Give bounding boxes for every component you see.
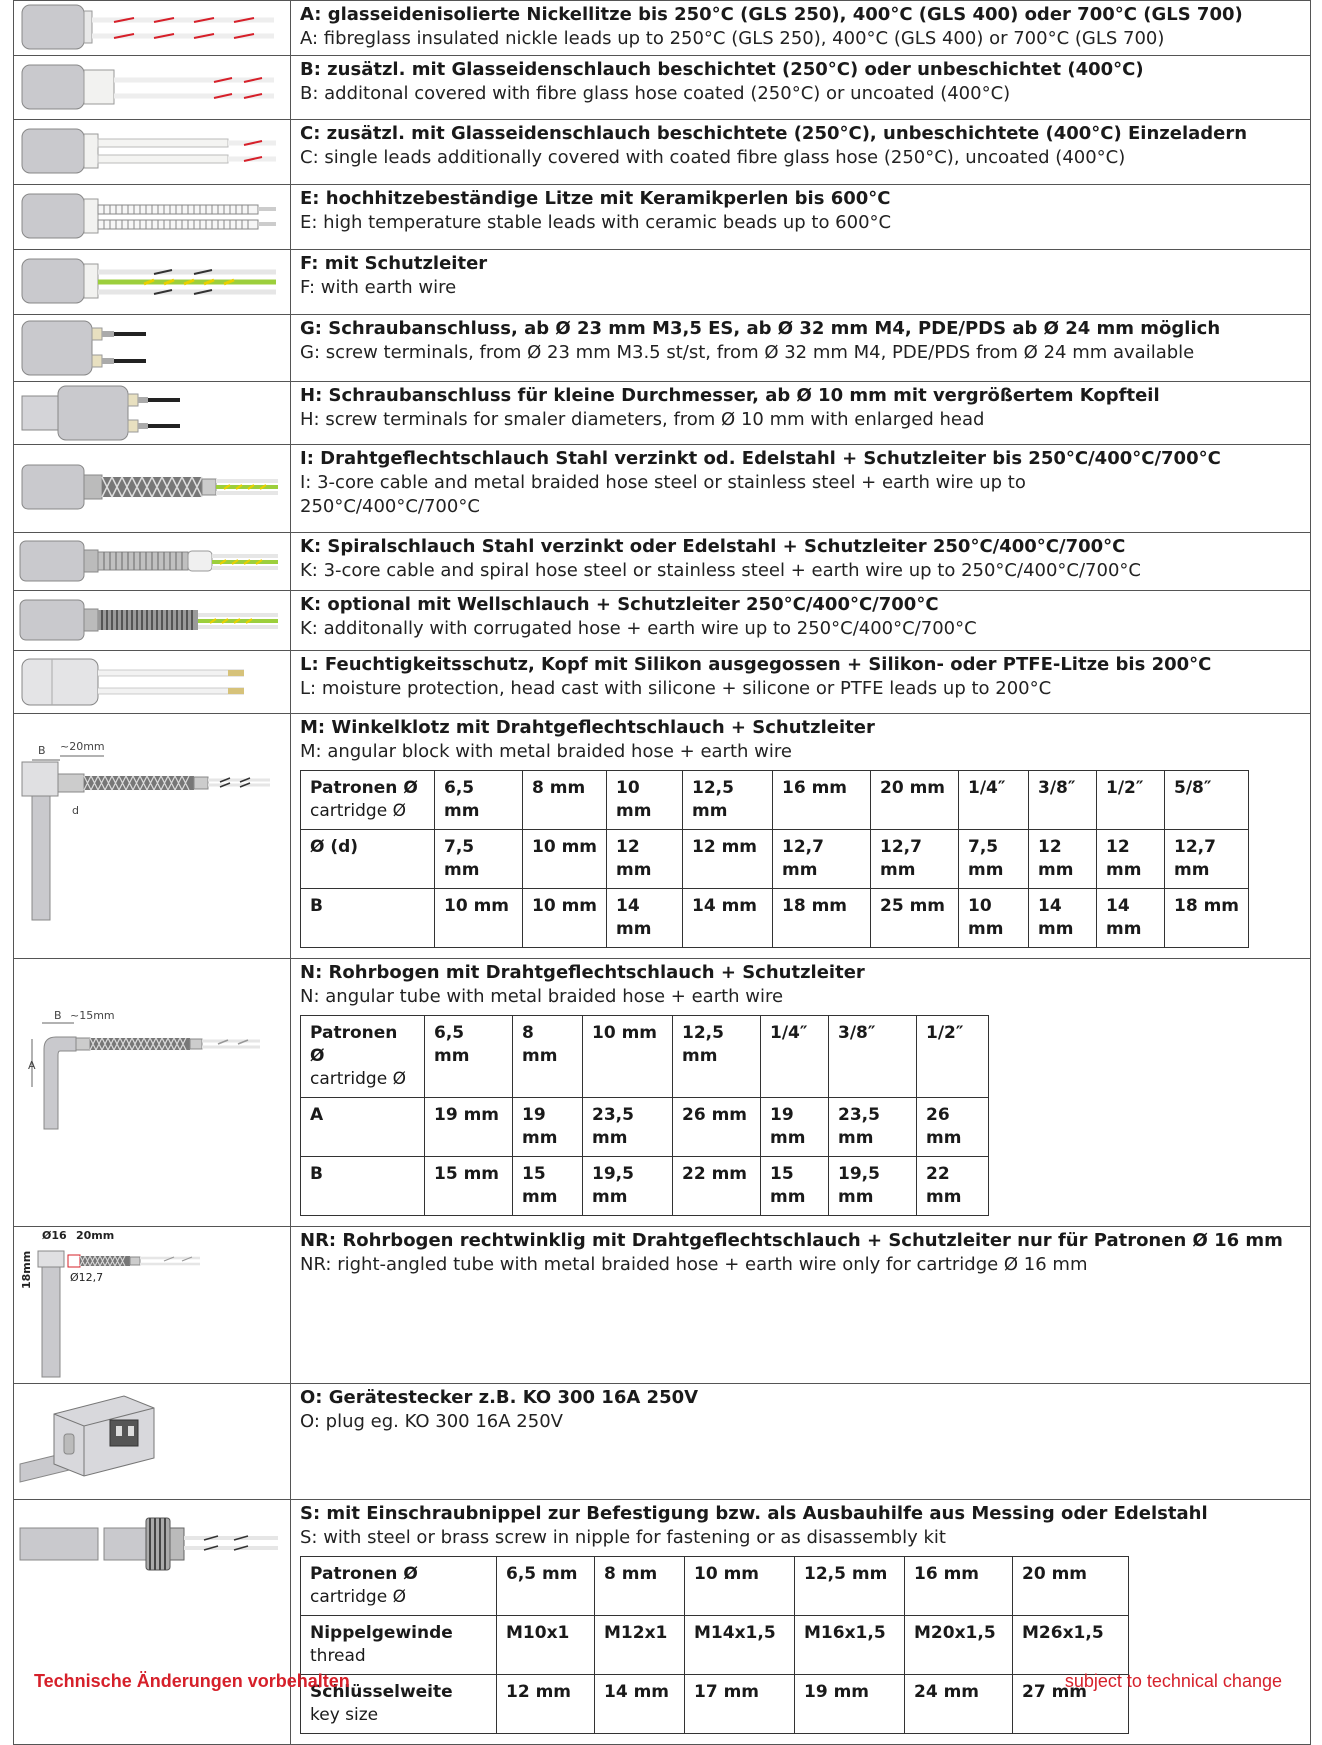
right-angled-tube-illustration-nr [14,1227,290,1383]
table-cell: 19,5 mm [829,1157,917,1216]
table-cell: M26x1,5 [1013,1616,1129,1675]
dim-label-d16: Ø16 [42,1229,67,1242]
table-cell: M20x1,5 [905,1616,1013,1675]
table-cell: 12,7 mm [871,830,959,889]
table-cell: 14 mm [683,889,773,948]
row-title-de: M: Winkelklotz mit Drahtgeflechtschlauch + Schutzleiter [300,717,875,738]
table-cell: 24 mm [905,1675,1013,1734]
row-title-de: A: glasseidenisolierte Nickellitze bis 250°C (GLS 250), 400°C (GLS 400) oder 700°C (GLS 700) [300,4,1243,25]
row-title-de: K: Spiralschlauch Stahl verzinkt oder Edelstahl + Schutzleiter 250°C/400°C/700°C [300,536,1126,557]
row-title-de: H: Schraubanschluss für kleine Durchmesser, ab Ø 10 mm mit vergrößertem Kopfteil [300,385,1160,406]
table-cell: 3/8″ [1029,771,1097,830]
table-cell: 22 mm [673,1157,761,1216]
cell-image-a [14,1,291,56]
table-row-label: B [301,1157,425,1216]
table-cell: 17 mm [685,1675,795,1734]
dimension-table-m [300,770,1249,948]
table-cell: 22 mm [917,1157,989,1216]
row-title-de: S: mit Einschraubnippel zur Befestigung bzw. als Ausbauhilfe aus Messing oder Edelstahl [300,1503,1208,1524]
table-row [301,1675,1129,1734]
table-cell: 1/2″ [917,1016,989,1098]
table-cell: 12,5 mm [795,1557,905,1616]
table-cell: 16 mm [773,771,871,830]
table-cell: 14 mm [1097,889,1165,948]
silicone-head-illustration-l [14,651,290,713]
dim-label-a: A [28,1059,36,1072]
row-s [14,1500,1311,1745]
table-row [301,1616,1129,1675]
table-cell: 6,5 mm [435,771,523,830]
beads-illustration-e [14,185,290,249]
row-title-de: B: zusätzl. mit Glasseidenschlauch beschichtet (250°C) oder unbeschichtet (400°C) [300,59,1144,80]
row-title-en: A: fibreglass insulated nickle leads up to 250°C (GLS 250), 400°C (GLS 400) or 700°C (GLS 700) [300,28,1165,49]
table-cell: 5/8″ [1165,771,1249,830]
row-title-en: E: high temperature stable leads with ceramic beads up to 600°C [300,212,892,233]
cell-image-k-corrugated [14,591,291,651]
table-cell: 10 mm [959,889,1029,948]
table-cell: 7,5 mm [959,830,1029,889]
row-title-en: C: single leads additionally covered with coated fibre glass hose (250°C), uncoated (400°C) [300,147,1126,168]
row-m [14,714,1311,959]
table-header-row [301,771,1249,830]
cell-image-k-spiral [14,533,291,591]
dim-label-b: B [54,1009,62,1022]
table-row [301,1098,989,1157]
row-title-de: I: Drahtgeflechtschlauch Stahl verzinkt od. Edelstahl + Schutzleiter bis 250°C/400°C/700°C [300,448,1221,469]
table-cell: 8 mm [513,1016,583,1098]
connection-types-table [13,0,1311,1745]
cell-image-n [14,959,291,1227]
dim-label-length: 20mm [76,1229,115,1242]
cell-image-nr [14,1227,291,1384]
table-row [301,889,1249,948]
row-i [14,445,1311,533]
table-header-row [301,1557,1129,1616]
row-title-de: N: Rohrbogen mit Drahtgeflechtschlauch + Schutzleiter [300,962,865,983]
table-cell: 12 mm [683,830,773,889]
table-cell: 12 mm [497,1675,595,1734]
row-title-en: G: screw terminals, from Ø 23 mm M3.5 st/st, from Ø 32 mm M4, PDE/PDS from Ø 24 mm available [300,342,1195,363]
screw-terminal-illustration-h [14,382,290,444]
table-cell: 1/2″ [1097,771,1165,830]
table-cell: 10 mm [685,1557,795,1616]
row-n [14,959,1311,1227]
table-cell: 12 mm [607,830,683,889]
cell-image-g [14,315,291,382]
table-row-label: Schlüsselweite key size [301,1675,497,1734]
row-title-en: S: with steel or brass screw in nipple for fastening or as disassembly kit [300,1527,946,1548]
table-header-cell: Patronen Ø cartridge Ø [301,1557,497,1616]
dim-label-length: ~20mm [60,740,105,753]
table-row-label: Ø (d) [301,830,435,889]
row-g [14,315,1311,382]
table-row [301,1157,989,1216]
table-cell: 15 mm [761,1157,829,1216]
row-title-en: H: screw terminals for smaler diameters, from Ø 10 mm with enlarged head [300,409,985,430]
row-b [14,56,1311,120]
row-title-en: L: moisture protection, head cast with silicone + silicone or PTFE leads up to 200°C [300,678,1052,699]
dim-label-height: 18mm [20,1250,33,1289]
table-cell: 14 mm [1029,889,1097,948]
row-l [14,651,1311,714]
row-title-de: L: Feuchtigkeitsschutz, Kopf mit Silikon ausgegossen + Silikon- oder PTFE-Litze bis 200°C [300,654,1212,675]
table-cell: 23,5 mm [829,1098,917,1157]
table-cell: 12 mm [1097,830,1165,889]
table-row-label: B [301,889,435,948]
row-title-en: F: with earth wire [300,277,457,298]
table-cell: 15 mm [425,1157,513,1216]
row-title-en: B: additonal covered with fibre glass hose coated (250°C) or uncoated (400°C) [300,83,1011,104]
row-title-de: E: hochhitzebeständige Litze mit Keramikperlen bis 600°C [300,188,891,209]
row-o [14,1384,1311,1500]
dim-label-d12: Ø12,7 [70,1271,104,1284]
row-title-de: K: optional mit Wellschlauch + Schutzleiter 250°C/400°C/700°C [300,594,939,615]
table-cell: 20 mm [1013,1557,1129,1616]
table-cell: 10 mm [583,1016,673,1098]
row-title-en: N: angular tube with metal braided hose + earth wire [300,986,784,1007]
table-cell: 19 mm [513,1098,583,1157]
angular-tube-illustration-n [14,959,290,1184]
leads-illustration-c [14,120,290,184]
row-k-spiral [14,533,1311,591]
table-cell: 19 mm [425,1098,513,1157]
table-cell: 23,5 mm [583,1098,673,1157]
table-cell: 16 mm [905,1557,1013,1616]
corrugated-hose-illustration-k [14,591,290,650]
row-title-en: K: 3-core cable and spiral hose steel or stainless steel + earth wire up to 250°C/400°C/700°C [300,560,1141,581]
leads-illustration-b [14,56,290,119]
table-cell: 25 mm [871,889,959,948]
table-cell: 1/4″ [761,1016,829,1098]
table-cell: 6,5 mm [425,1016,513,1098]
table-cell: 14 mm [595,1675,685,1734]
row-nr [14,1227,1311,1384]
row-title-en: K: additonally with corrugated hose + earth wire up to 250°C/400°C/700°C [300,618,977,639]
row-e [14,185,1311,250]
angular-block-illustration-m [14,714,290,940]
table-cell: M16x1,5 [795,1616,905,1675]
row-f [14,250,1311,315]
table-cell: 12,7 mm [1165,830,1249,889]
plug-illustration-o [14,1384,290,1499]
screw-terminal-illustration-g [14,315,290,381]
dimension-table-s [300,1556,1129,1734]
row-title-en: O: plug eg. KO 300 16A 250V [300,1411,563,1432]
table-cell: 12,7 mm [773,830,871,889]
table-cell: 15 mm [513,1157,583,1216]
cell-image-o [14,1384,291,1500]
braided-hose-illustration-i [14,445,290,532]
table-cell: 12,5 mm [673,1016,761,1098]
row-title-en: I: 3-core cable and metal braided hose steel or stainless steel + earth wire up to 250°C/400°C/700°C [300,472,1026,517]
dim-label-b: B [38,744,46,757]
table-cell: 10 mm [523,889,607,948]
cell-image-s [14,1500,291,1745]
cell-image-l [14,651,291,714]
table-cell: M14x1,5 [685,1616,795,1675]
footer-disclaimer-en: subject to technical change [1064,1671,1282,1691]
table-cell: 20 mm [871,771,959,830]
table-cell: 3/8″ [829,1016,917,1098]
row-h [14,382,1311,445]
table-cell: 10 mm [435,889,523,948]
table-cell: 8 mm [595,1557,685,1616]
table-cell: 19,5 mm [583,1157,673,1216]
row-title-de: F: mit Schutzleiter [300,253,488,274]
table-cell: M10x1 [497,1616,595,1675]
cell-image-f [14,250,291,315]
table-cell: 7,5 mm [435,830,523,889]
cell-image-b [14,56,291,120]
row-title-de: G: Schraubanschluss, ab Ø 23 mm M3,5 ES, ab Ø 32 mm M4, PDE/PDS ab Ø 24 mm möglich [300,318,1221,339]
table-row [301,830,1249,889]
spiral-hose-illustration-k [14,533,290,590]
dimension-table-n [300,1015,989,1216]
cell-image-c [14,120,291,185]
table-row-label: A [301,1098,425,1157]
table-cell: 6,5 mm [497,1557,595,1616]
table-cell: M12x1 [595,1616,685,1675]
leads-illustration-a [14,1,290,54]
row-title-de: O: Gerätestecker z.B. KO 300 16A 250V [300,1387,699,1408]
dim-label-length: ~15mm [70,1009,115,1022]
table-cell: 18 mm [773,889,871,948]
cell-image-h [14,382,291,445]
row-title-de: C: zusätzl. mit Glasseidenschlauch beschichtete (250°C), unbeschichtete (400°C) Einzeladern [300,123,1248,144]
table-cell: 12 mm [1029,830,1097,889]
table-header-row [301,1016,989,1098]
table-cell: 12,5 mm [683,771,773,830]
row-a [14,1,1311,56]
table-cell: 10 mm [607,771,683,830]
table-cell: 8 mm [523,771,607,830]
screw-nipple-illustration-s [14,1500,290,1737]
row-k-corrugated [14,591,1311,651]
table-cell: 19 mm [761,1098,829,1157]
table-cell: 18 mm [1165,889,1249,948]
table-cell: 27 mm [1013,1675,1129,1734]
cell-image-e [14,185,291,250]
table-cell: 19 mm [795,1675,905,1734]
table-header-cell: Patronen Ø cartridge Ø [301,1016,425,1098]
table-cell: 1/4″ [959,771,1029,830]
connection-types-sheet [13,0,1311,1745]
table-row-label: Nippelgewinde thread [301,1616,497,1675]
footer-disclaimer-de: Technische Änderungen vorbehalten [34,1671,350,1691]
table-cell: 26 mm [673,1098,761,1157]
row-c [14,120,1311,185]
earth-wire-illustration-f [14,250,290,314]
table-cell: 10 mm [523,830,607,889]
cell-image-m [14,714,291,959]
row-title-en: NR: right-angled tube with metal braided hose + earth wire only for cartridge Ø 16 mm [300,1254,1088,1275]
row-title-de: NR: Rohrbogen rechtwinklig mit Drahtgeflechtschlauch + Schutzleiter nur für Patronen Ø 16 mm [300,1230,1283,1251]
table-header-cell: Patronen Ø cartridge Ø [301,771,435,830]
table-cell: 26 mm [917,1098,989,1157]
row-title-en: M: angular block with metal braided hose + earth wire [300,741,792,762]
table-cell: 14 mm [607,889,683,948]
dim-label-d: d [72,804,79,817]
cell-image-i [14,445,291,533]
